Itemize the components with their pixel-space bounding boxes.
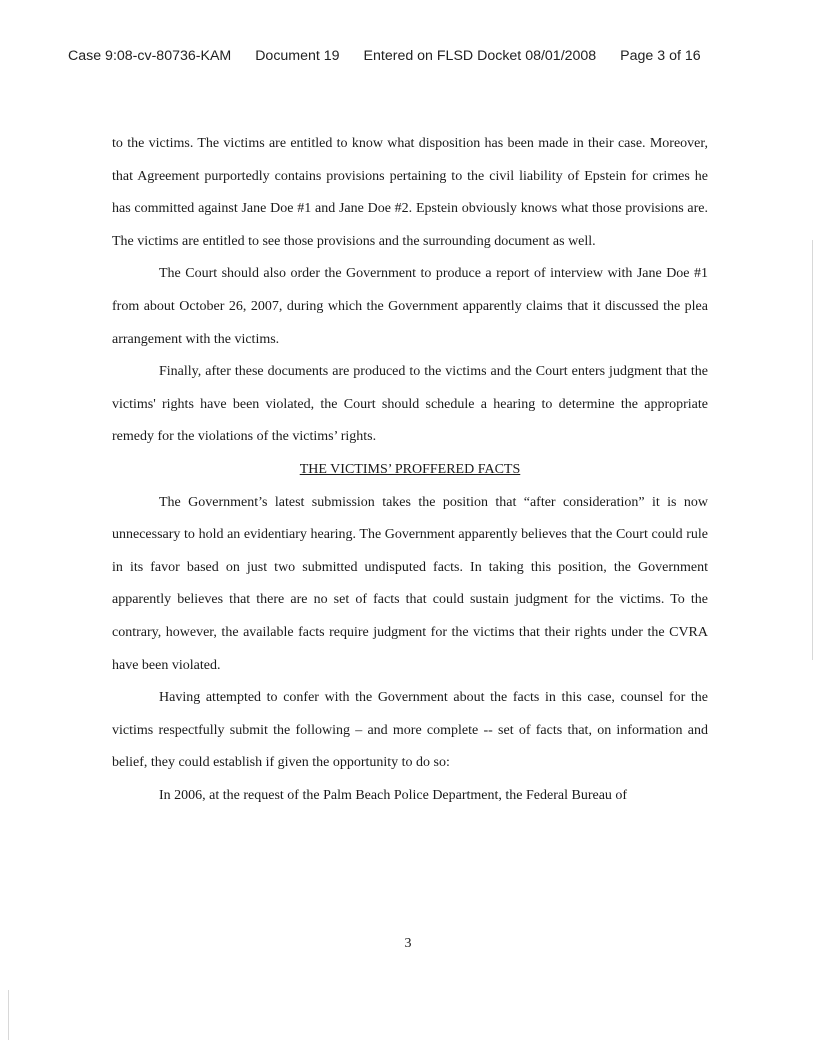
page-number: 3 (404, 936, 412, 951)
paragraph-proffer-intro: Having attempted to confer with the Government about the facts in this case, counsel for the victims respectfully submit the following – and more complete -- set of facts that, on information and belief, they could establish if given the opportunity to do so: (112, 690, 708, 771)
paragraph-facts-start: In 2006, at the request of the Palm Beach Police Department, the Federal Bureau of (159, 787, 628, 803)
section-heading: THE VICTIMS’ PROFFERED FACTS (299, 461, 521, 477)
paragraph-interview-report: The Court should also order the Government to produce a report of interview with Jane Doe #1 from about October 26, 2007, during which the Government apparently claims that it discussed the plea arrangement with the victims. (112, 266, 708, 347)
paragraph-remedy-hearing: Finally, after these documents are produced to the victims and the Court enters judgment that the victims' rights have been violated, the Court should schedule a hearing to determine the appropriate remedy for the violations of the victims’ rights. (112, 364, 708, 445)
page-of: Page 3 of 16 (620, 48, 701, 64)
case-number: Case 9:08-cv-80736-KAM (68, 48, 232, 64)
paragraph-government-position: The Government’s latest submission takes the position that “after consideration” it is now unnecessary to hold an evidentiary hearing. The Government apparently believes that the Court could rule in its favor based on just two submitted undisputed facts. In taking this position, the Government apparently believes that there are no set of facts that could sustain judgment for the victims. To the contrary, however, the available facts require judgment for the victims that their rights under the CVRA have been violated. (112, 494, 708, 673)
scan-edge-mark-left (8, 990, 9, 1040)
paragraph-continuation: to the victims. The victims are entitled to know what disposition has been made in their case. Moreover, that Agreement purportedly contains provisions pertaining to the civil liability of Epstein for crimes he has committed against Jane Doe #1 and Jane Doe #2. Epstein obviously knows what those provisions are. The victims are entitled to see those provisions and the surrounding document as well. (112, 136, 708, 249)
entered-date: Entered on FLSD Docket 08/01/2008 (363, 48, 597, 64)
docket-header (68, 48, 758, 64)
document-number: Document 19 (255, 48, 340, 64)
document-body (112, 128, 708, 812)
scan-edge-mark-right (812, 240, 813, 660)
